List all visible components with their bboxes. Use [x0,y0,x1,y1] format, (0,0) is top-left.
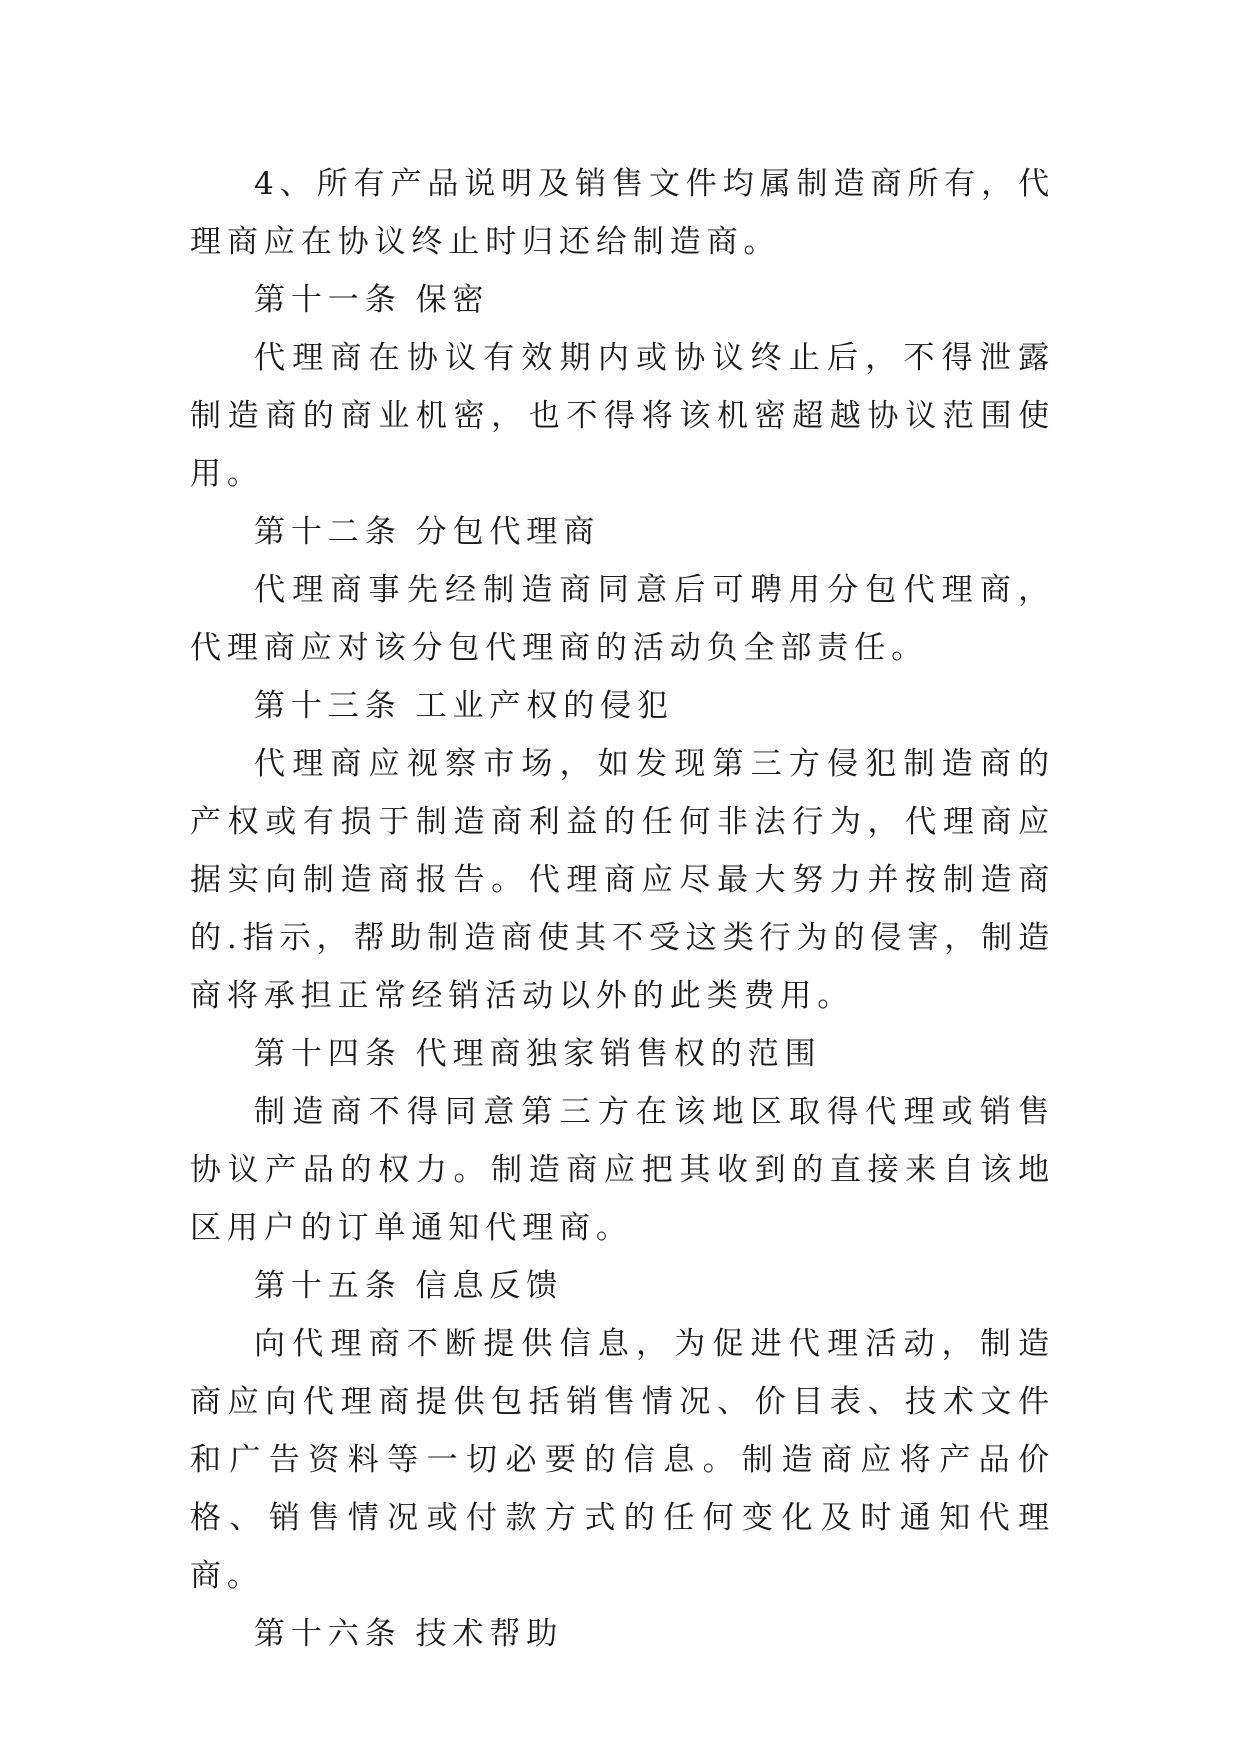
article-heading-12 [190,503,1055,561]
paragraph-product-documents: 4、所有产品说明及销售文件均属制造商所有，代理商应在协议终止时归还给制造商。 [190,166,1055,260]
document-body [190,155,1055,1663]
article-title: 代理商独家销售权的范围 [415,1036,822,1072]
paragraph-ip-infringement: 代理商应视察市场，如发现第三方侵犯制造商的产权或有损于制造商利益的任何非法行为，代理商应据实向制造商报告。代理商应尽最大努力并按制造商的.指示，帮助制造商使其不受这类行为的侵害，制造商将承担正常经销活动以外的此类费用。 [190,746,1055,1014]
article-number: 第十五条 [254,1268,402,1304]
article-heading-15 [190,1257,1055,1315]
article-number: 第十四条 [254,1036,402,1072]
article-number: 第十一条 [254,282,402,318]
article-title: 信息反馈 [415,1268,564,1304]
article-number: 第十二条 [254,514,402,550]
article-heading-13 [190,677,1055,735]
paragraph-information-feedback: 向代理商不断提供信息，为促进代理活动，制造商应向代理商提供包括销售情况、价目表、技术文件和广告资料等一切必要的信息。制造商应将产品价格、销售情况或付款方式的任何变化及时通知代理商。 [190,1326,1055,1594]
article-heading-14 [190,1025,1055,1083]
paragraph-exclusive-rights: 制造商不得同意第三方在该地区取得代理或销售协议产品的权力。制造商应把其收到的直接来自该地区用户的订单通知代理商。 [190,1094,1055,1246]
article-title: 保密 [415,282,490,318]
paragraph-confidentiality: 代理商在协议有效期内或协议终止后，不得泄露制造商的商业机密，也不得将该机密超越协议范围使用。 [190,340,1055,492]
article-title: 分包代理商 [415,514,601,550]
article-title: 工业产权的侵犯 [415,688,674,724]
article-number: 第十三条 [254,688,402,724]
paragraph-sub-agents: 代理商事先经制造商同意后可聘用分包代理商，代理商应对该分包代理商的活动负全部责任。 [190,572,1055,666]
article-number: 第十六条 [254,1616,402,1652]
article-title: 技术帮助 [415,1616,564,1652]
article-heading-16 [190,1605,1055,1663]
article-heading-11 [190,271,1055,329]
